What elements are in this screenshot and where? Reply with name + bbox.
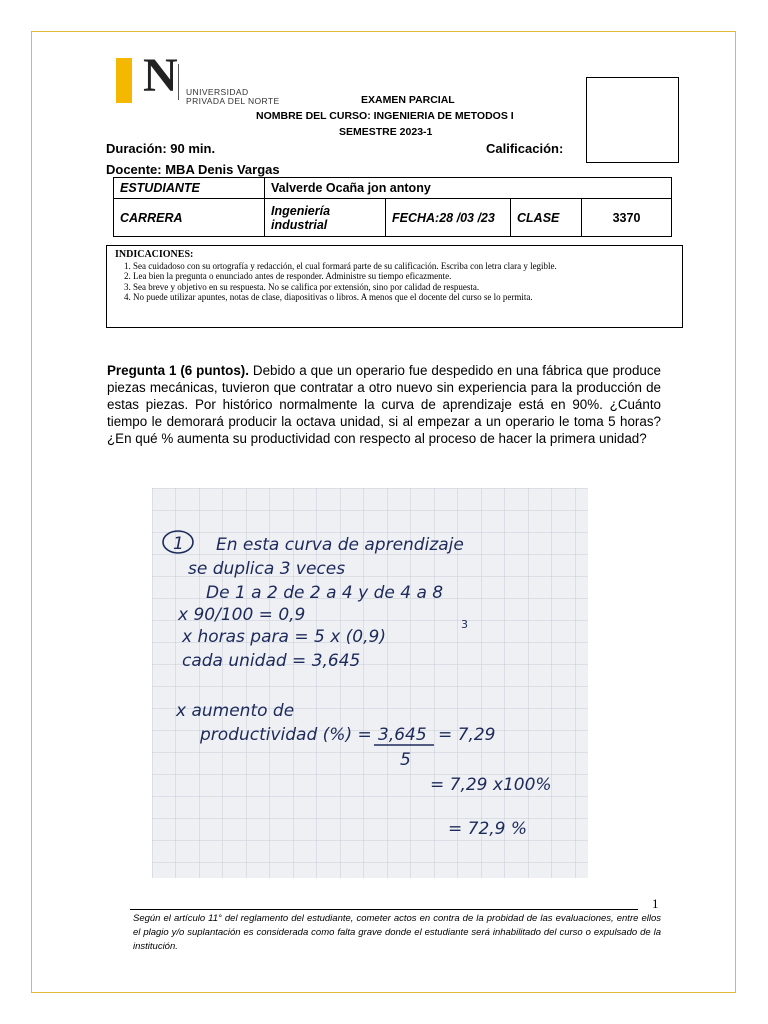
instruction-item: 2. Lea bien la pregunta o enunciado antes de responder. Administre su tiempo eficazmente. — [133, 271, 674, 282]
instruction-item: 3. Sea breve y objetivo en su respuesta. No se califica por extensión, sino por calidad de respuesta. — [133, 282, 674, 293]
hw-line: x horas para = 5 x (0,9) — [182, 627, 386, 647]
student-info-table — [113, 177, 672, 237]
hw-fraction-top: 3,645 — [378, 725, 427, 745]
question-title: Pregunta 1 (6 puntos). — [107, 363, 249, 378]
instructions-box — [106, 245, 683, 328]
semester: SEMESTRE 2023-1 — [339, 126, 433, 138]
course-name: NOMBRE DEL CURSO: INGENIERIA DE METODOS I — [256, 110, 514, 122]
logo-line1: UNIVERSIDAD — [186, 87, 249, 97]
student-value: Valverde Ocaña jon antony — [265, 178, 672, 199]
hw-fraction-bottom: 5 — [400, 750, 411, 770]
footer-note: Según el artículo 11° del reglamento del estudiante, cometer actos en contra de la probidad de las evaluaciones, entre ellos el plagio y/o suplantación es considerada como falta grave donde el estudiante será inhabilitado del curso o expulsado de la institución. — [133, 913, 661, 952]
handwritten-answer-photo — [152, 488, 588, 878]
logo-line2: PRIVADA DEL NORTE — [186, 96, 280, 106]
hw-number: 1 — [173, 534, 184, 554]
teacher: Docente: MBA Denis Vargas — [106, 162, 280, 177]
exam-date: FECHA:28 /03 /23 — [386, 199, 511, 237]
instructions-title: INDICACIONES: — [115, 249, 194, 260]
student-label: ESTUDIANTE — [114, 178, 265, 199]
career-label: CARRERA — [114, 199, 265, 237]
hw-line: En esta curva de aprendizaje — [216, 535, 464, 555]
question-body: Debido a que un operario fue despedido en una fábrica que produce piezas mecánicas, tuvieron que contratar a otro nuevo sin experiencia para la producción de estas piezas. Por histórico normalmente la curva de aprendizaje está en 90%. ¿Cuánto tiempo le demorará producir la octava unidad, si al empezar a un operario le toma 5 horas? ¿En qué % aumenta su productividad con respecto al proceso de hacer la primera unidad? — [107, 363, 662, 446]
question-1 — [107, 362, 661, 447]
hw-line: = 7,29 x100% — [430, 775, 552, 795]
duration: Duración: 90 min. — [106, 141, 216, 156]
logo-text — [186, 88, 280, 106]
career-value: Ingeniería industrial — [265, 199, 386, 237]
logo-bar — [116, 58, 132, 103]
university-logo — [116, 49, 296, 106]
grade-label: Calificación: — [486, 141, 564, 156]
logo-divider — [178, 64, 179, 100]
hw-line: De 1 a 2 de 2 a 4 y de 4 a 8 — [206, 583, 444, 603]
grid-paper — [152, 488, 588, 878]
instructions-list — [115, 261, 674, 303]
hw-line: = 72,9 % — [448, 819, 528, 839]
class-label: CLASE — [511, 199, 582, 237]
page-number: 1 — [652, 896, 659, 911]
grade-box — [586, 77, 679, 163]
logo-n-mark: N — [143, 49, 178, 102]
hw-exponent: 3 — [461, 618, 468, 631]
hw-line: x aumento de — [176, 701, 295, 721]
hw-line: x 90/100 = 0,9 — [178, 605, 306, 625]
hw-line: cada unidad = 3,645 — [182, 651, 361, 671]
hw-line: productividad (%) = — [200, 725, 372, 745]
hw-line: se duplica 3 veces — [188, 559, 346, 579]
instruction-item: 1. Sea cuidadoso con su ortografía y redacción, el cual formará parte de su calificación. Escriba con letra clara y legible. — [133, 261, 674, 272]
hw-line: = 7,29 — [438, 725, 496, 745]
footer-rule — [130, 909, 638, 910]
exam-title: EXAMEN PARCIAL — [361, 94, 455, 106]
instruction-item: 4. No puede utilizar apuntes, notas de clase, diapositivas o libros. A menos que el docente del curso se lo permita. — [133, 292, 674, 303]
class-value: 3370 — [582, 199, 672, 237]
